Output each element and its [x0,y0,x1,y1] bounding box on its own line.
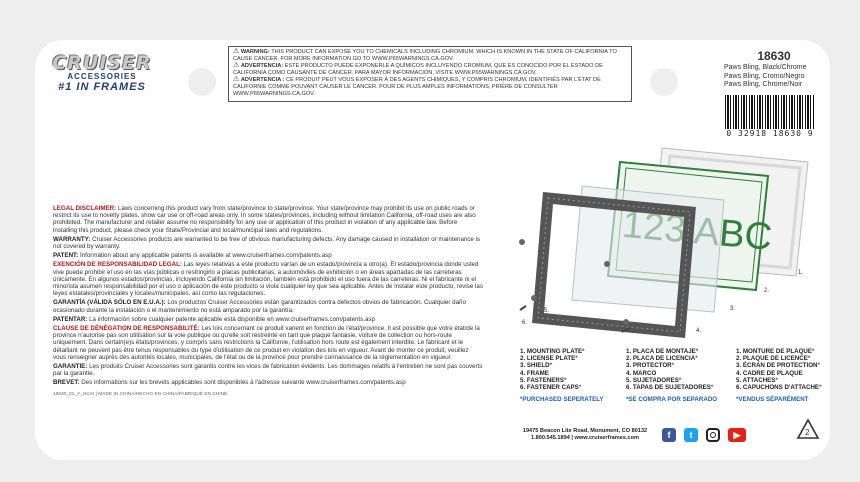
callout-6: 6. [522,320,528,326]
recycle-icon [796,418,820,440]
warning-triangle-icon: ⚠ [233,62,240,70]
garantie-fr: GARANTIE: Les produits Cruiser Accessories sont garantis contre les vices de fabrication évidents. Les dommages relatifs à l'entretien ne sont pas couverts par la garantie. [53,363,483,378]
callout-2: 2. [764,288,770,294]
brand-name: CRUISER [52,52,152,74]
warning-es-label: ADVERTENCIA: [240,63,284,70]
plate-text: ABC [692,210,774,259]
barcode-bars [725,95,815,129]
warning-fr [233,77,627,97]
part-item: 2. PLACA DE LICENCIA* [626,355,698,363]
legal-disclaimer: LEGAL DISCLAIMER: Laws concerning this product vary from state/province to state/province. Your state/province may prohibit its use on public roads or restrict its use to novelty plates, show car use or off-road areas only. In some states/provinces, including without limitation California, off-road uses are also prohibited. The manufacturer and retailer assume no responsibility for any use or application of this product in violation of any applicable law. Before installing this product, please check your State/Provincial and local/municipal laws and regulations. [53,205,476,234]
garantia-es: GARANTÍA (VÁLIDA SÓLO EN E.U.A.): Los productos Cruiser Accessories están garantizados contra defectos obvios de fabricación. Cualquier daño ocasionado durante la instalación o el mantenimiento no está amparado por la garantía. [53,299,466,314]
exploded-assembly-diagram [512,142,812,342]
callout-5: 5. [544,308,550,314]
callout-3: 3. [730,306,736,312]
parts-list-fr [736,348,821,403]
warranty: WARRANTY: Cruiser Accessories products are warranted to be free of obvious manufacturing defects. Any damage caused in installation or maintenance is not covered by warranty. [53,235,481,251]
patentar: PATENTAR: La información sobre cualquier patente aplicable está disponible en www.cruiserframes.com/patents.asp [53,315,375,323]
product-name-es: Paws Bling, Cromo/Negro [724,72,805,80]
note-es: *SE COMPRA POR SEPARADO [626,396,718,404]
brand-tagline: #1 IN FRAMES [58,81,146,93]
upc-barcode [722,95,818,139]
part-item: 3. PROTECTOR* [626,362,675,370]
patent: PATENT: Information about any applicable patents is available at www.cruiserframes.com/patents.asp [53,252,332,260]
part-item: 2. LICENSE PLATE* [520,355,578,363]
street-address: 19475 Beacon Lite Road, Monument, CO 80132 [522,428,648,434]
hang-hole-right [650,68,678,96]
barcode-number: 0 32918 18630 9 [726,129,814,138]
instagram-icon[interactable] [706,428,720,442]
hang-hole-left [188,68,216,96]
part-item: 6. TAPAS DE SUJETADORES* [626,384,714,392]
note-fr: *VENDUS SÉPARÉMENT [736,396,809,404]
warning-fr-text: CE PRODUIT PEUT VOUS EXPOSER À DES AGENTS CHIMIQUES, Y COMPRIS CHROMIUM, IDENTIFIÉS PAR L'ÉTAT DE CALIFORNIE COMME POUVANT CAUSER LE CANCER. POUR DE PLUS AMPLES INFORMATIONS, PRIÈRE DE CONSULTER WWW.P65WARNINGS.CA.GOV. [233,77,601,97]
svg-text:2: 2 [805,428,810,437]
parts-list-es [626,348,717,403]
company-address [520,428,650,442]
product-name-fr: Paws Bling, Chrome/Noir [724,81,803,89]
warning-es-text: ESTE PRODUCTO PUEDE EXPONERLE A QUÍMICOS INCLUYENDO CROMIUM, QUE ES CONOCIDO POR EL ESTADO DE CALIFORNIA COMO CAUSANTE DE CÁNCER. PARA MAYOR INFORMACIÓN, VISITE WWW.P65WARNINGS.CA.GOV. [233,63,603,76]
part-item: 5. FASTENERS* [520,376,567,384]
brand-logo [52,52,152,93]
callout-4: 4. [696,328,702,334]
part-item: 6. FASTENER CAPS* [520,384,582,392]
part-item: 5. ATTACHES* [736,376,778,384]
note-en: *PURCHASED SEPERATELY [520,396,604,404]
part-item: 4. CADRE DE PLAQUE [736,369,803,377]
warning-fr-label: ADVERTENCIA : [240,77,285,84]
part-item: 1. MOUNTING PLATE* [520,348,585,355]
warning-en [233,49,627,62]
part-item: 2. PLAQUE DE LICENCE* [736,355,811,363]
parts-list-en [520,348,604,403]
phone-and-web: 1.800.545.1894 | www.cruiserframes.com [530,435,639,441]
clause: CLAUSE DE DÉNÉGATION DE RESPONSABILITÉ: Les lois concernant ce produit varient en fonction de l'état/province. Il est possible que votre état/de la province n'autorise pas son utilisation sur la voie publique ou qu'elle soit restreinte en tant que plaque fantaisie, voiture de collection ou hors-route uniquement. Dans certain(e)s états/provinces, y compris sans restrictions la Californie, l'utilisation hors route est également interdite. Le fabricant et le détaillant ne peuvent pas être tenus responsables du type d'utilisation de ce produit en violation des lois en vigueur. Avant de monter ce produit, veuillez vous renseigner auprès des autorités locales, municipales, de l'état ou de la province pour prendre connaissance de la réglementation en vigueur. [53,325,480,361]
part-item: 6. CAPUCHONS D'ATTACHE* [736,384,822,392]
part-item: 4. MARCO [626,369,657,377]
exencion: EXENCIÓN DE RESPONSABILIDAD LEGAL: Las leyes relativas a este producto varían de un estado/provincia a otro(a). El estado/provincia donde usted vive puede prohibir el uso en las vías públicas o restringirlo a placas publicitarias, a automóviles de exhibición o en áreas apartadas de las carreteras únicamente. En algunos estados/provincias, incluyendo California sin limitación, también está prohibido el uso fuera de las carreteras. Ni el fabricante ni el minorista asumen responsabilidad por el uso o aplicación de este producto si viola cualquier ley que sea aplicable. Antes de instalar este producto, revise las leyes estatales/provinciales y locales/municipales, así como las regulaciones. [53,261,483,298]
youtube-icon[interactable]: ▶ [728,428,746,442]
facebook-icon[interactable]: f [662,428,676,442]
prop65-warning [228,46,632,102]
sku-number: 18630 [757,49,791,63]
warning-es [233,63,627,76]
part-item: 5. SUJETADORES* [626,376,682,384]
part-item: 4. FRAME [520,369,549,377]
part-item: 3. SHIELD* [520,362,552,370]
product-info [724,49,824,90]
brand-sub: ACCESSORIES [67,72,137,81]
twitter-icon[interactable]: t [684,428,698,442]
part-item: 3. ÉCRAN DE PROTECTION* [736,362,820,370]
warning-en-label: WARNING: [240,49,270,55]
part-item: 1. MONTURE DE PLAQUE* [736,348,815,355]
part-item: 1. PLACA DE MONTAJE* [626,348,699,355]
warning-triangle-icon: ⚠ [233,48,240,55]
product-name-en: Paws Bling, Black/Chrome [724,64,807,72]
product-code: 18630_01_Y_HCAI | MADE IN CHINA/HECHO EN CHINA/FABRIQUÉ EN CHINE [53,391,228,397]
callout-1: 1. [798,270,804,276]
warning-triangle-icon: ⚠ [233,76,240,84]
brevet: BREVET: Des informations sur les brevets applicables sont disponibles à l'adresse suivante www.cruiserframes.com/patents.asp [53,379,406,387]
warning-en-text: THIS PRODUCT CAN EXPOSE YOU TO CHEMICALS INCLUDING CHROMIUM, WHICH IS KNOWN IN THE STATE OF CALIFORNIA TO CAUSE CANCER. FOR MORE INFORMATION GO TO WWW.P65WARNINGS.CA.GOV. [233,49,617,62]
legal-text [53,205,483,400]
